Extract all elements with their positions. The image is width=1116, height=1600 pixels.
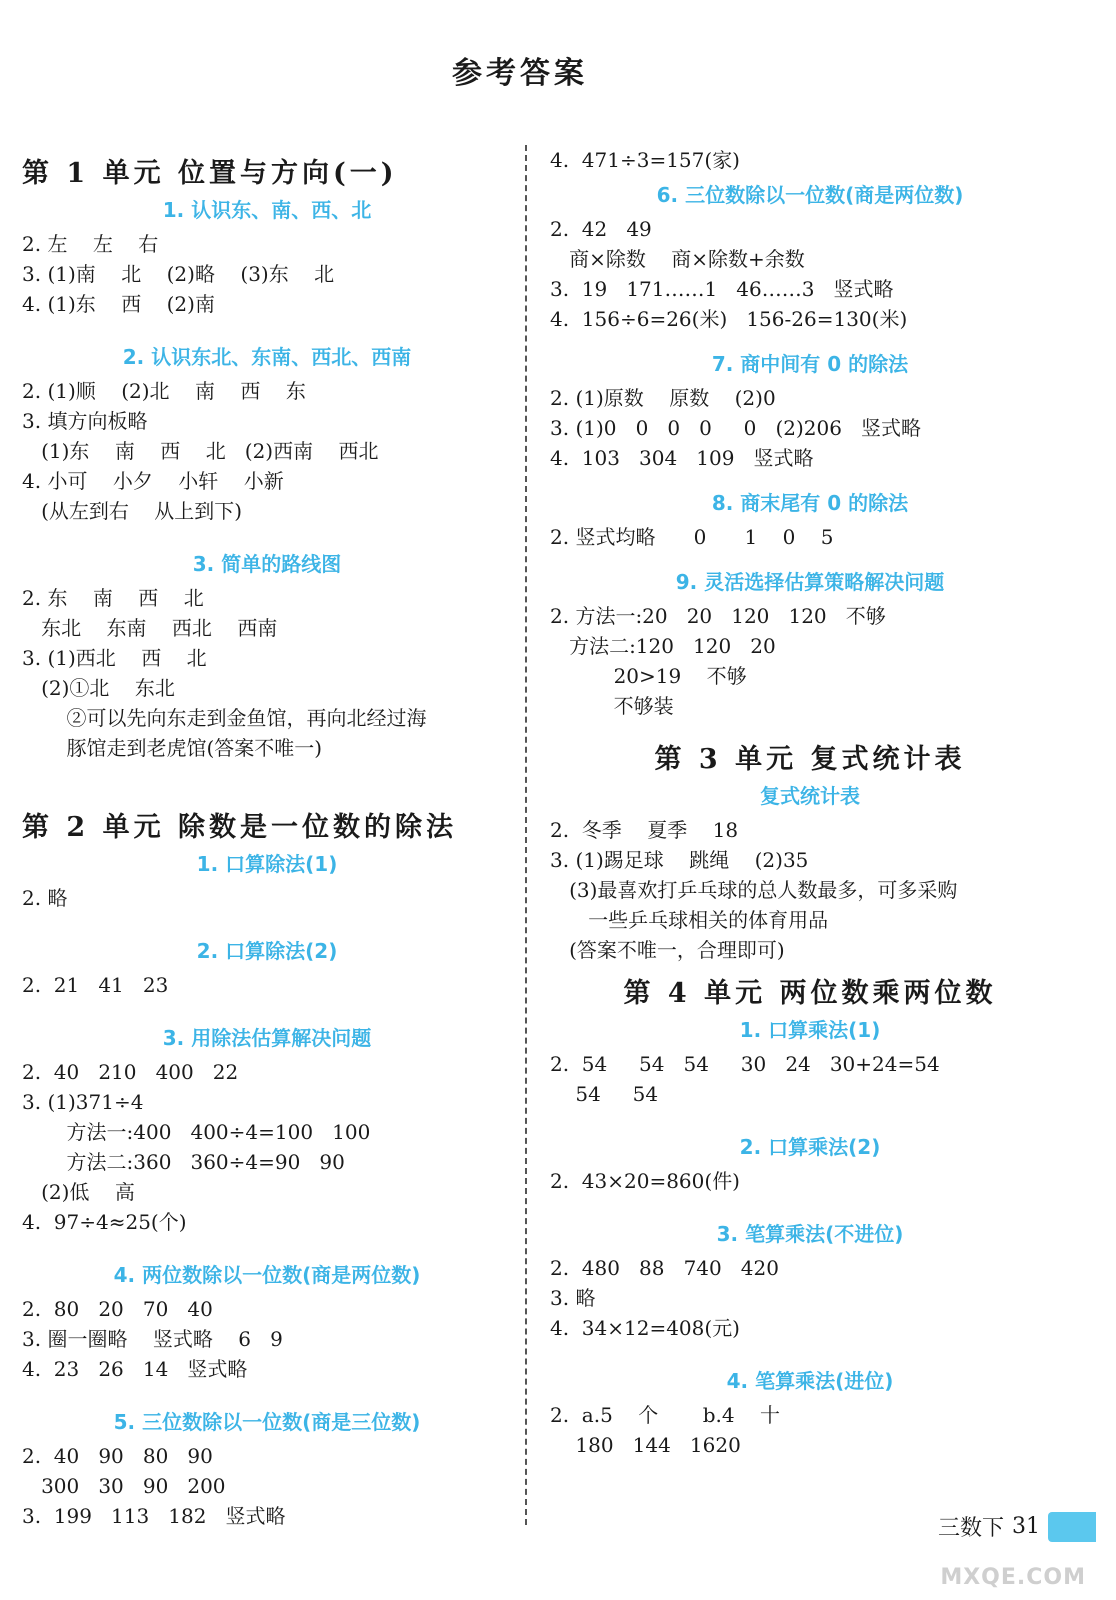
spacer bbox=[550, 473, 1070, 483]
answer-line: 2. 略 bbox=[22, 886, 68, 910]
section-heading: 2. 口算除法(2) bbox=[196, 939, 338, 963]
page-title: 参考答案 bbox=[452, 56, 588, 91]
spacer bbox=[550, 1343, 1070, 1361]
section-heading: 4. 笔算乘法(进位) bbox=[726, 1369, 894, 1393]
section-heading: 复式统计表 bbox=[760, 784, 860, 808]
watermark-text: MXQE.COM bbox=[940, 1565, 1086, 1590]
unit-heading: 第 2 单元 除数是一位数的除法 bbox=[22, 812, 457, 843]
answer-line: 3. 圈一圈略 竖式略 6 9 bbox=[22, 1327, 283, 1351]
unit-heading: 第 3 单元 复式统计表 bbox=[654, 744, 966, 775]
answer-line: 2. 冬季 夏季 18 bbox=[550, 818, 739, 842]
section-heading: 5. 三位数除以一位数(商是三位数) bbox=[113, 1410, 421, 1434]
answer-line: 2. 竖式均略 0 1 0 5 bbox=[550, 525, 834, 549]
section-heading: 1. 认识东、南、西、北 bbox=[162, 198, 372, 222]
answer-line: 3. (1)371÷4 bbox=[22, 1090, 144, 1114]
answer-line: 2. 左 左 右 bbox=[22, 232, 159, 256]
answer-line: 方法二:360 360÷4=90 90 bbox=[22, 1150, 345, 1174]
answer-line: 2. a.5 个 b.4 十 bbox=[550, 1403, 781, 1427]
spacer bbox=[22, 1384, 512, 1402]
answer-line: (2)①北 东北 bbox=[22, 676, 175, 700]
section-heading: 4. 两位数除以一位数(商是两位数) bbox=[113, 1263, 421, 1287]
right-column bbox=[550, 145, 1070, 1460]
spacer bbox=[550, 1109, 1070, 1127]
answer-line: 3. 199 113 182 竖式略 bbox=[22, 1504, 286, 1528]
answer-line: 300 30 90 200 bbox=[22, 1474, 226, 1498]
section-heading: 8. 商末尾有 0 的除法 bbox=[711, 491, 909, 515]
answer-line: 4. 103 304 109 竖式略 bbox=[550, 446, 814, 470]
answer-line: (1)东 南 西 北 (2)西南 西北 bbox=[22, 439, 379, 463]
answer-line: 豚馆走到老虎馆(答案不唯一) bbox=[22, 736, 323, 760]
answer-line: 2. 43×20=860(件) bbox=[550, 1169, 740, 1193]
answer-line: 2. 42 49 bbox=[550, 217, 652, 241]
section-heading: 6. 三位数除以一位数(商是两位数) bbox=[656, 183, 964, 207]
section-heading: 2. 口算乘法(2) bbox=[739, 1135, 881, 1159]
answer-line: (3)最喜欢打乒乓球的总人数最多，可多采购 bbox=[550, 878, 958, 902]
answer-line: 4. 小可 小夕 小轩 小新 bbox=[22, 469, 284, 493]
answer-line: 一些乒乓球相关的体育用品 bbox=[550, 908, 829, 932]
page-footer bbox=[938, 1511, 1096, 1542]
unit-heading: 第 4 单元 两位数乘两位数 bbox=[623, 978, 997, 1009]
section-heading: 3. 用除法估算解决问题 bbox=[162, 1026, 372, 1050]
answer-line: 不够装 bbox=[550, 694, 674, 718]
answer-line: 2. 54 54 54 30 24 30+24=54 bbox=[550, 1052, 940, 1076]
spacer bbox=[22, 781, 512, 799]
answer-line: 2. 东 南 西 北 bbox=[22, 586, 204, 610]
section-heading: 1. 口算除法(1) bbox=[196, 852, 338, 876]
spacer bbox=[550, 721, 1070, 731]
answer-line: 3. 填方向板略 bbox=[22, 409, 148, 433]
left-column bbox=[22, 145, 512, 1531]
page-number: 31 bbox=[1012, 1514, 1040, 1539]
spacer bbox=[22, 913, 512, 931]
section-heading: 3. 笔算乘法(不进位) bbox=[716, 1222, 904, 1246]
answer-line: 4. 97÷4≈25(个) bbox=[22, 1210, 187, 1234]
answer-line: 3. (1)踢足球 跳绳 (2)35 bbox=[550, 848, 809, 872]
section-heading: 1. 口算乘法(1) bbox=[739, 1018, 881, 1042]
answer-line: 东北 东南 西北 西南 bbox=[22, 616, 278, 640]
answer-line: 3. 略 bbox=[550, 1286, 596, 1310]
answer-line: 2. (1)顺 (2)北 南 西 东 bbox=[22, 379, 306, 403]
answer-line: 3. (1)南 北 (2)略 (3)东 北 bbox=[22, 262, 335, 286]
page-tab-marker bbox=[1048, 1512, 1096, 1542]
spacer bbox=[550, 552, 1070, 562]
answer-line: 4. 156÷6=26(米) 156-26=130(米) bbox=[550, 307, 908, 331]
answer-line: 180 144 1620 bbox=[550, 1433, 741, 1457]
answer-line: ②可以先向东走到金鱼馆，再向北经过海 bbox=[22, 706, 427, 730]
answer-line: 20>19 不够 bbox=[550, 664, 747, 688]
spacer bbox=[22, 319, 512, 337]
answer-line: 方法二:120 120 20 bbox=[550, 634, 776, 658]
spacer bbox=[550, 334, 1070, 344]
answer-line: 3. (1)西北 西 北 bbox=[22, 646, 207, 670]
section-heading: 2. 认识东北、东南、西北、西南 bbox=[122, 345, 412, 369]
spacer bbox=[22, 1000, 512, 1018]
answer-line: 方法一:400 400÷4=100 100 bbox=[22, 1120, 371, 1144]
answer-line: 2. (1)原数 原数 (2)0 bbox=[550, 386, 776, 410]
answer-line: 4. 23 26 14 竖式略 bbox=[22, 1357, 248, 1381]
answer-line: 3. (1)0 0 0 0 0 (2)206 竖式略 bbox=[550, 416, 922, 440]
answer-line: 4. (1)东 西 (2)南 bbox=[22, 292, 215, 316]
unit-heading: 第 1 单元 位置与方向(一) bbox=[22, 158, 398, 189]
answer-line: 2. 80 20 70 40 bbox=[22, 1297, 213, 1321]
section-heading: 7. 商中间有 0 的除法 bbox=[711, 352, 909, 376]
answer-line: 2. 40 90 80 90 bbox=[22, 1444, 213, 1468]
section-heading: 9. 灵活选择估算策略解决问题 bbox=[675, 570, 945, 594]
column-divider bbox=[525, 145, 527, 1525]
answer-line: 2. 方法一:20 20 120 120 不够 bbox=[550, 604, 886, 628]
answer-line: 商×除数 商×除数+余数 bbox=[550, 247, 805, 271]
spacer bbox=[22, 763, 512, 781]
answer-line: (答案不唯一，合理即可) bbox=[550, 938, 785, 962]
answer-line: 4. 34×12=408(元) bbox=[550, 1316, 740, 1340]
spacer bbox=[550, 1196, 1070, 1214]
answer-line: 2. 21 41 23 bbox=[22, 973, 169, 997]
answer-line: 2. 480 88 740 420 bbox=[550, 1256, 779, 1280]
answer-line: 4. 471÷3=157(家) bbox=[550, 148, 740, 172]
footer-label: 三数下 bbox=[937, 1516, 1004, 1541]
answer-line: (2)低 高 bbox=[22, 1180, 135, 1204]
section-heading: 3. 简单的路线图 bbox=[192, 552, 342, 576]
spacer bbox=[22, 1237, 512, 1255]
answer-line: 54 54 bbox=[550, 1082, 659, 1106]
answer-line: 2. 40 210 400 22 bbox=[22, 1060, 239, 1084]
spacer bbox=[22, 526, 512, 544]
answer-line: 3. 19 171……1 46……3 竖式略 bbox=[550, 277, 894, 301]
answer-line: (从左到右 从上到下) bbox=[22, 499, 243, 523]
